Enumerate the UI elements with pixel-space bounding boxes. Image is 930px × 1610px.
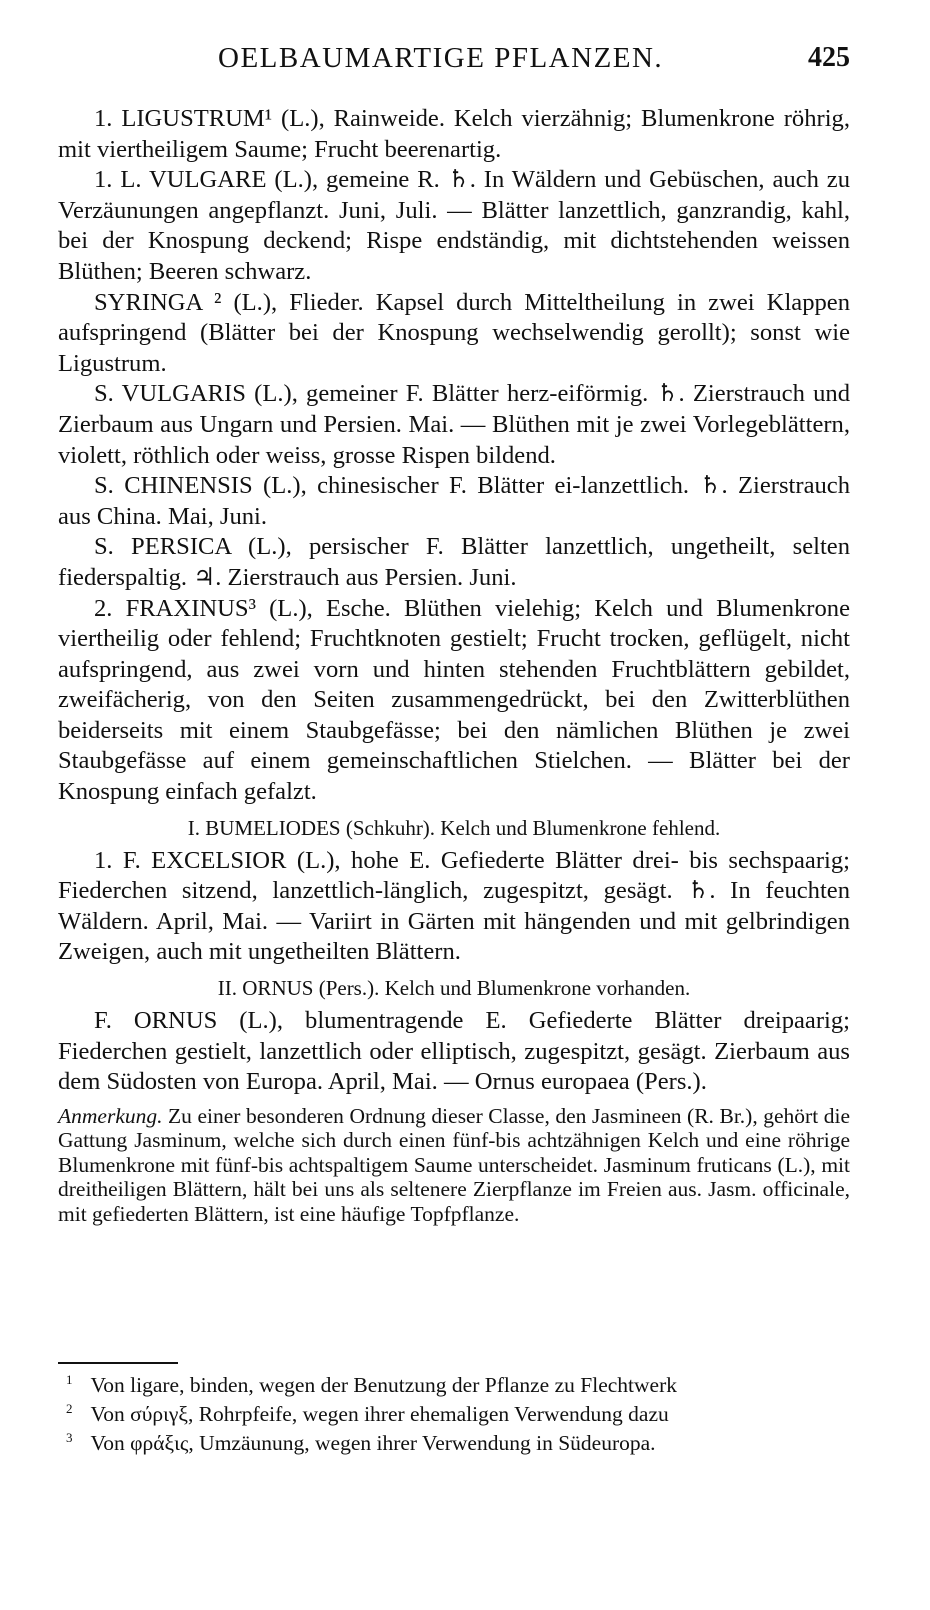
footnote-text: Von σύριγξ, Rohrpfeife, wegen ihrer ehemaligen Verwendung dazu — [90, 1402, 669, 1427]
paragraph-syringa: SYRINGA ² (L.), Flieder. Kapsel durch Mitteltheilung in zwei Klappen aufspringend (Blätter bei der Knospung wechselwendig gerollt); sonst wie Ligustrum. — [58, 288, 850, 377]
footnotes — [58, 1368, 850, 1455]
page-number: 425 — [808, 42, 850, 73]
footnote-text: Von ligare, binden, wegen der Benutzung der Pflanze zu Flechtwerk — [90, 1373, 677, 1398]
annotation-text: Zu einer besonderen Ordnung dieser Classe, den Jasmineen (R. Br.), gehört die Gattung Jasminum, welche sich durch einen fünf-bis achtzähnigen Kelch und eine röhrige Blumenkrone mit fünf-bis achtspaltigem Saume unterscheidet. Jasminum fruticans (L.), mit dreitheiligen Blättern, hält bei uns als seltenere Zierpflanze im Freien aus. Jasm. officinale, mit gefiederten Blättern, ist eine häufige Topfpflanze. — [58, 1103, 850, 1226]
paragraph-syringa-vulgaris: S. VULGARIS (L.), gemeiner F. Blätter herz-eiförmig. ♄. Zierstrauch und Zierbaum aus Ungarn und Persien. Mai. — Blüthen mit je zwei Vorlegeblättern, violett, röthlich oder weiss, grosse Rispen bildend. — [58, 380, 850, 469]
footnote-2 — [58, 1397, 850, 1426]
footnote-mark: 2 — [66, 1401, 73, 1417]
paragraph-syringa-chinensis: S. CHINENSIS (L.), chinesischer F. Blätter ei-lanzettlich. ♄. Zierstrauch aus China. Mai, Juni. — [58, 472, 850, 530]
footnote-text: Von φράξις, Umzäunung, wegen ihrer Verwendung in Südeuropa. — [90, 1431, 656, 1456]
footnote-divider — [58, 1362, 178, 1364]
paragraph-fraxinus-excelsior: 1. F. EXCELSIOR (L.), hohe E. Gefiederte Blätter drei- bis sechspaarig; Fiederchen sitzend, lanzettlich-länglich, zugespitzt, gesägt. ♄. In feuchten Wäldern. April, Mai. — Variirt in Gärten mit hängenden und mit gelbrindigen Zweigen, auch mit ungetheilten Blättern. — [58, 846, 850, 966]
footnote-3 — [58, 1426, 850, 1455]
paragraph-fraxinus: 2. FRAXINUS³ (L.), Esche. Blüthen vielehig; Kelch und Blumenkrone viertheilig oder fehlend; Fruchtknoten gestielt; Frucht trocken, geflügelt, nicht aufspringend, aus zwei vorn und hinten stehenden Fruchtblättern gebildet, zweifächerig, von den Seiten zusammengedrückt, bei den Zwitterblüthen beiderseits mit einem Staubgefässe; bei den nämlichen Blüthen je zwei Staubgefässe auf einem gemeinschaftlichen Stielchen. — Blätter bei der Knospung einfach gefalzt. — [58, 594, 850, 806]
page-header — [58, 42, 850, 82]
paragraph-fraxinus-ornus: F. ORNUS (L.), blumentragende E. Gefiederte Blätter dreipaarig; Fiederchen gestielt, lanzettlich oder elliptisch, zugespitzt, gesägt. Zierbaum aus dem Südosten von Europa. April, Mai. — Ornus europaea (Pers.). — [58, 1007, 850, 1096]
section-ornus: II. ORNUS (Pers.). Kelch und Blumenkrone vorhanden. — [217, 976, 691, 1001]
running-title: OELBAUMARTIGE PFLANZEN. — [218, 42, 664, 74]
footnote-mark: 1 — [66, 1372, 73, 1387]
section-bumeliodes: I. BUMELIODES (Schkuhr). Kelch und Blumenkrone fehlend. — [187, 815, 721, 840]
paragraph-syringa-persica: S. PERSICA (L.), persischer F. Blätter lanzettlich, ungetheilt, selten fiederspaltig. ♃. Zierstrauch aus Persien. Juni. — [58, 533, 850, 591]
footnote-mark: 3 — [66, 1430, 73, 1446]
annotation-note — [58, 1104, 850, 1227]
annotation-label: Anmerkung. — [58, 1103, 163, 1128]
paragraph-ligustrum: 1. LIGUSTRUM¹ (L.), Rainweide. Kelch vierzähnig; Blumenkrone röhrig, mit viertheiligem Saume; Frucht beerenartig. — [58, 105, 850, 163]
footnote-1 — [58, 1368, 850, 1397]
main-text — [58, 104, 850, 1226]
paragraph-ligustrum-vulgare: 1. L. VULGARE (L.), gemeine R. ♄. In Wäldern und Gebüschen, auch zu Verzäunungen angepflanzt. Juni, Juli. — Blätter lanzettlich, ganzrandig, kahl, bei der Knospung deckend; Rispe endständig, mit dichtstehenden weissen Blüthen; Beeren schwarz. — [58, 166, 850, 285]
